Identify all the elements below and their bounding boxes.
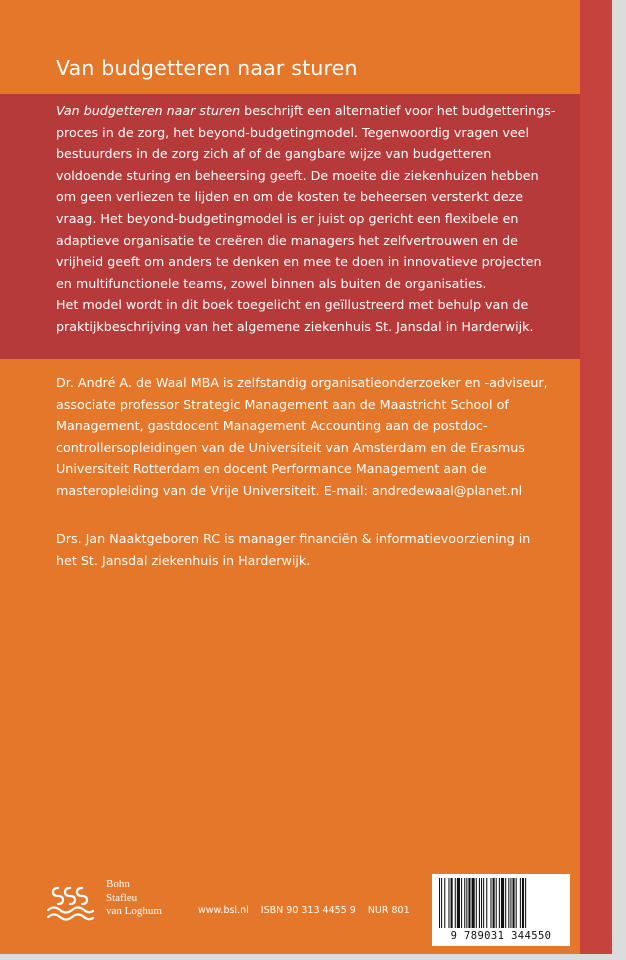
blurb-line: en multifunctionele teams, zowel binnen als buiten de organisaties. bbox=[56, 275, 487, 291]
blurb-line: Het model wordt in dit boek toegelicht en geïllustreerd met behulp van de bbox=[56, 297, 529, 313]
author-bio-de-waal bbox=[56, 372, 576, 502]
barcode-bar bbox=[499, 878, 500, 928]
barcode-bar bbox=[441, 878, 442, 928]
blurb-line: Van budgetteren naar sturen beschrijft een alternatief voor het budgetterings- bbox=[56, 103, 556, 118]
publisher-website: www.bsl.nl bbox=[198, 905, 249, 916]
barcode-bar bbox=[508, 878, 509, 928]
bio-line: controllersopleidingen van de Universiteit van Amsterdam en de Erasmus bbox=[56, 439, 525, 455]
barcode-bar bbox=[479, 878, 480, 928]
barcode-bar bbox=[444, 878, 445, 928]
isbn-number: ISBN 90 313 4455 9 bbox=[260, 905, 356, 916]
barcode-bar bbox=[493, 878, 495, 928]
barcode bbox=[432, 874, 570, 946]
barcode-bar bbox=[490, 878, 491, 928]
barcode-bar bbox=[481, 878, 482, 928]
barcode-bar bbox=[466, 878, 467, 928]
bio-line: masteropleiding van de Vrije Universiteit. E-mail: andredewaal@planet.nl bbox=[56, 482, 523, 498]
blurb-line: proces in de zorg, het beyond-budgetingmodel. Tegenwoordig vragen veel bbox=[56, 124, 529, 140]
publisher-name-line: Bohn bbox=[106, 878, 130, 890]
barcode-bar bbox=[516, 878, 517, 928]
author-bio-naaktgeboren bbox=[56, 528, 576, 571]
barcode-bar bbox=[439, 878, 440, 928]
barcode-bar bbox=[448, 878, 449, 928]
barcode-bar bbox=[461, 878, 462, 928]
barcode-bar bbox=[464, 878, 465, 928]
barcode-bar bbox=[520, 878, 521, 928]
blurb-line: voldoende sturing en beheersing geeft. De moeite die ziekenhuizen hebben bbox=[56, 167, 539, 183]
blurb-line: vrijheid geeft om anders te denken en mee te doen in innovatieve projecten bbox=[56, 254, 542, 270]
barcode-bar bbox=[486, 878, 487, 928]
bio-line: het St. Jansdal ziekenhuis in Harderwijk. bbox=[56, 552, 311, 568]
blurb-line: vraag. Het beyond-budgetingmodel is er juist op gericht een flexibele en bbox=[56, 210, 519, 226]
barcode-bar bbox=[513, 878, 515, 928]
bsl-logo-icon bbox=[44, 880, 96, 924]
bio-line: Dr. André A. de Waal MBA is zelfstandig organisatieonderzoeker en -adviseur, bbox=[56, 375, 548, 390]
barcode-bar bbox=[472, 878, 475, 928]
barcode-digits: 9 789031 344550 bbox=[450, 930, 552, 942]
barcode-bar bbox=[505, 878, 506, 928]
footer-info bbox=[198, 905, 419, 916]
bio-line: Management, gastdocent Management Accounting aan de postdoc- bbox=[56, 418, 488, 434]
barcode-bar bbox=[510, 878, 511, 928]
blurb-line: adaptieve organisatie te creëren die managers het zelfvertrouwen en de bbox=[56, 232, 518, 248]
spine-edge bbox=[580, 0, 612, 954]
barcode-bar bbox=[525, 878, 526, 928]
barcode-bar bbox=[501, 878, 504, 928]
bio-line: Drs. Jan Naaktgeboren RC is manager financiën & informatievoorziening in bbox=[56, 531, 531, 546]
barcode-bar bbox=[522, 878, 524, 928]
blurb-line: om geen verliezen te lijden en om de kosten te beheersen versterkt deze bbox=[56, 189, 524, 205]
barcode-bar bbox=[483, 878, 484, 928]
barcode-bar bbox=[451, 878, 453, 928]
bio-line: associate professor Strategic Management aan de Maastricht School of bbox=[56, 396, 509, 412]
barcode-bars bbox=[436, 878, 566, 930]
blurb-italic-title: Van budgetteren naar sturen bbox=[56, 103, 241, 118]
barcode-bar bbox=[468, 878, 470, 928]
publisher-name-line: van Loghum bbox=[106, 905, 162, 917]
barcode-bar bbox=[496, 878, 497, 928]
barcode-bar bbox=[455, 878, 456, 928]
book-blurb bbox=[56, 100, 576, 338]
barcode-bar bbox=[476, 878, 477, 928]
barcode-bar bbox=[457, 878, 460, 928]
blurb-line: bestuurders in de zorg zich af of de gangbare wijze van budgetteren bbox=[56, 146, 492, 162]
publisher-name-line: Stafleu bbox=[106, 891, 138, 904]
book-title: Van budgetteren naar sturen bbox=[56, 56, 358, 80]
blurb-line: praktijkbeschrijving van het algemene ziekenhuis St. Jansdal in Harderwijk. bbox=[56, 318, 534, 334]
nur-code: NUR 801 bbox=[367, 905, 410, 916]
publisher-name bbox=[106, 878, 162, 919]
bio-line: Universiteit Rotterdam en docent Performance Management aan de bbox=[56, 461, 487, 477]
